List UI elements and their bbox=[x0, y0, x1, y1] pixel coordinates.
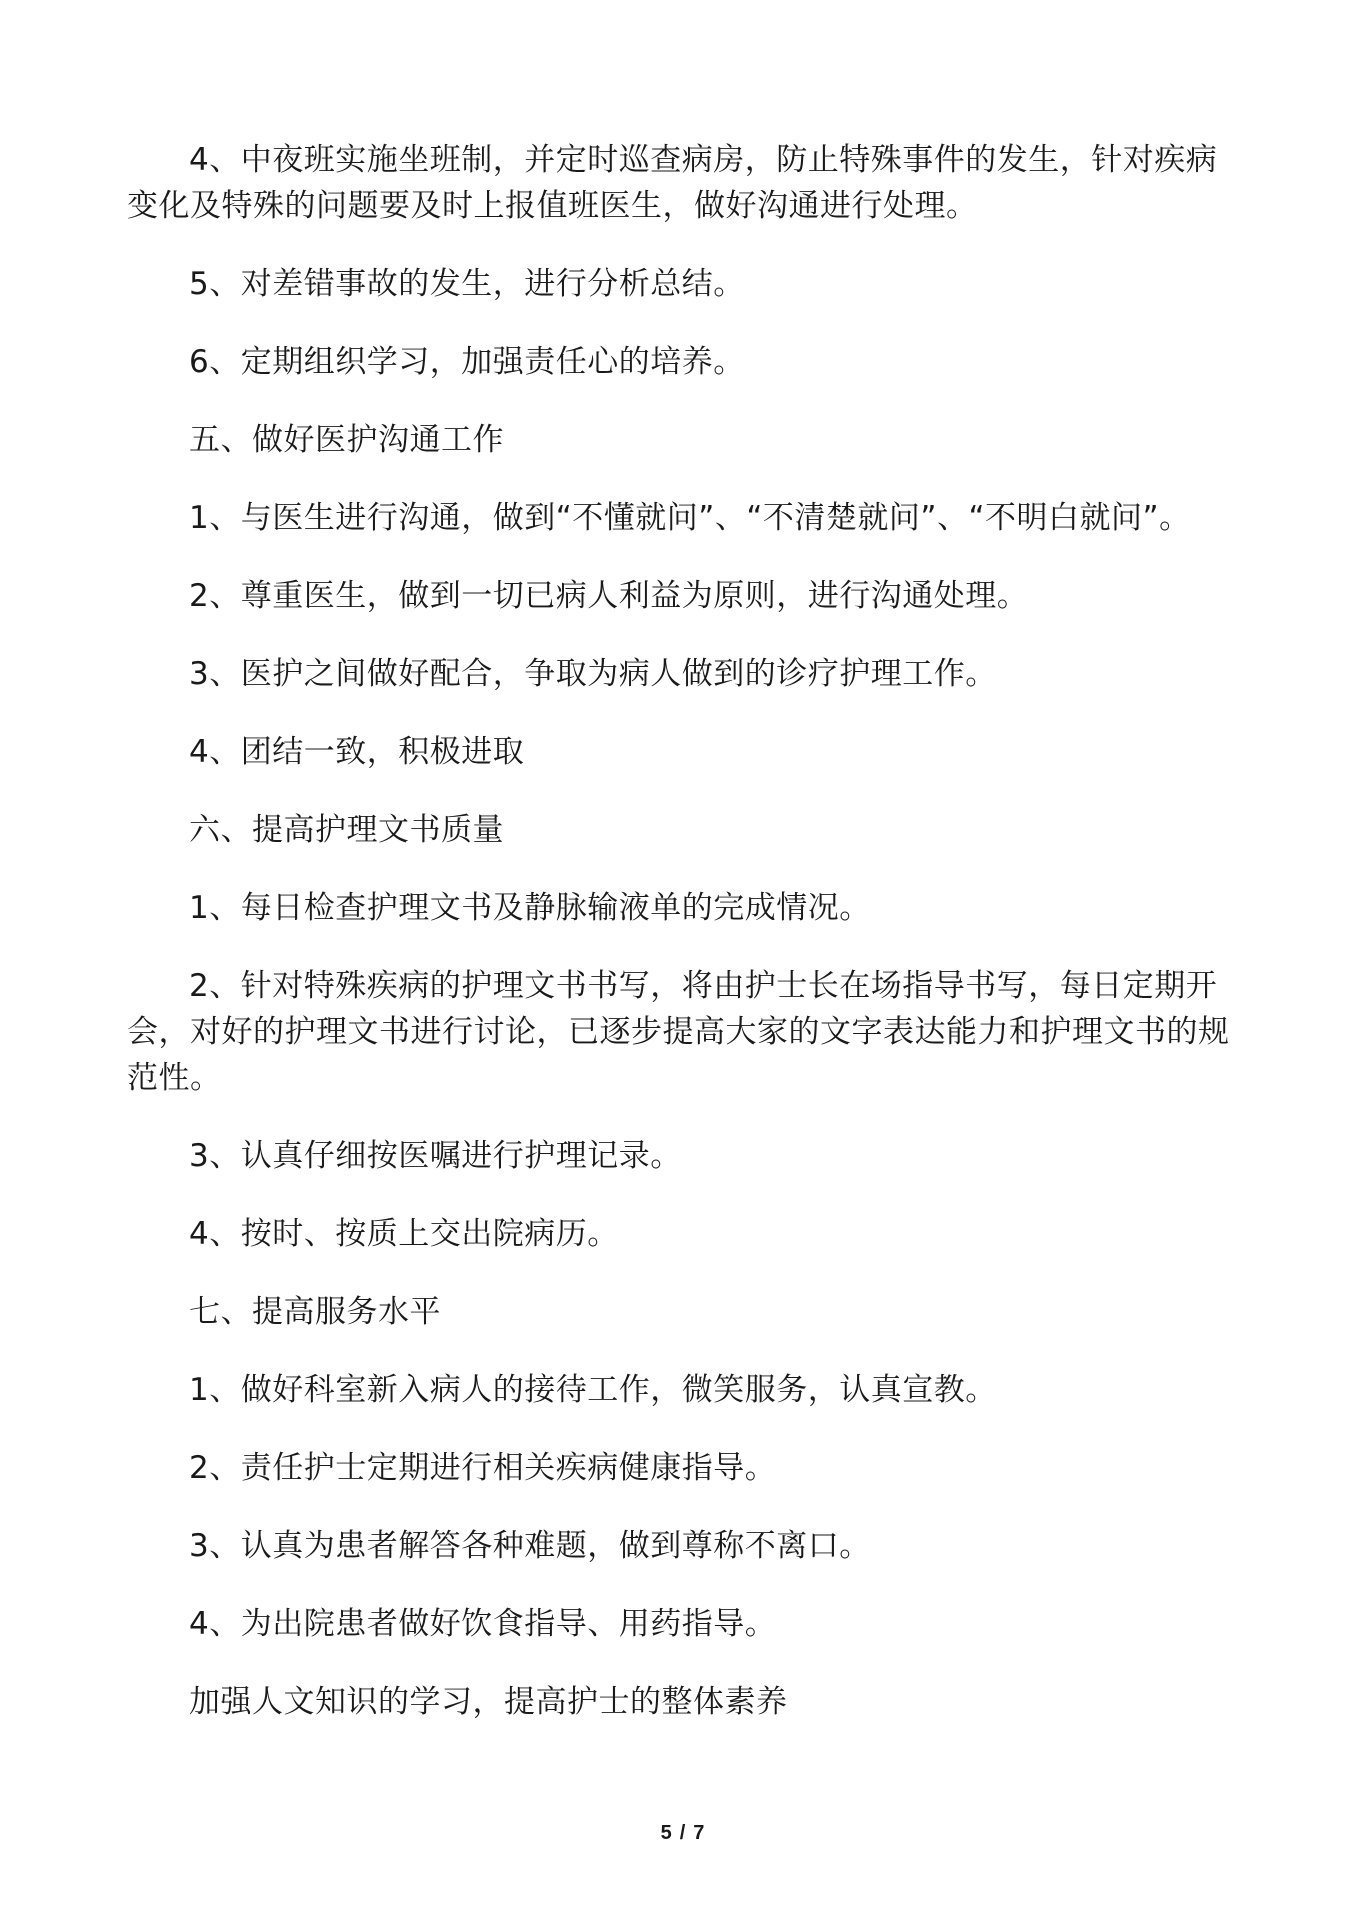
page-number-footer bbox=[0, 1822, 1365, 1845]
section-heading: 七、提高服务水平 bbox=[189, 1294, 441, 1330]
paragraph: 3、认真仔细按医嘱进行护理记录。 bbox=[189, 1138, 682, 1174]
paragraph: 5、对差错事故的发生，进行分析总结。 bbox=[189, 266, 745, 302]
paragraph: 4、为出院患者做好饮食指导、用药指导。 bbox=[189, 1606, 777, 1642]
paragraph: 4、中夜班实施坐班制，并定时巡查病房，防止特殊事件的发生，针对疾病变化及特殊的问题要及时上报值班医生，做好沟通进行处理。 bbox=[127, 142, 1218, 224]
paragraph: 3、医护之间做好配合，争取为病人做到的诊疗护理工作。 bbox=[189, 656, 997, 692]
paragraph: 2、责任护士定期进行相关疾病健康指导。 bbox=[189, 1450, 777, 1486]
paragraph: 1、每日检查护理文书及静脉输液单的完成情况。 bbox=[189, 890, 871, 926]
paragraph: 4、按时、按质上交出院病历。 bbox=[189, 1216, 619, 1252]
section-heading: 五、做好医护沟通工作 bbox=[189, 422, 504, 458]
paragraph: 3、认真为患者解答各种难题，做到尊称不离口。 bbox=[189, 1528, 871, 1564]
document-body bbox=[127, 137, 1242, 1757]
paragraph: 2、尊重医生，做到一切已病人利益为原则，进行沟通处理。 bbox=[189, 578, 1029, 614]
paragraph: 4、团结一致，积极进取 bbox=[189, 734, 525, 770]
current-page-number: 5 bbox=[660, 1822, 672, 1844]
paragraph: 加强人文知识的学习，提高护士的整体素养 bbox=[189, 1684, 788, 1720]
section-heading: 六、提高护理文书质量 bbox=[189, 812, 504, 848]
paragraph: 2、针对特殊疾病的护理文书书写，将由护士长在场指导书写，每日定期开会，对好的护理文书进行讨论，已逐步提高大家的文字表达能力和护理文书的规范性。 bbox=[127, 968, 1230, 1096]
paragraph: 1、与医生进行沟通，做到“不懂就问”、“不清楚就问”、“不明白就问”。 bbox=[189, 500, 1191, 536]
paragraph: 1、做好科室新入病人的接待工作，微笑服务，认真宣教。 bbox=[189, 1372, 997, 1408]
page-separator: / bbox=[679, 1822, 686, 1844]
paragraph: 6、定期组织学习，加强责任心的培养。 bbox=[189, 344, 745, 380]
total-pages-number: 7 bbox=[693, 1822, 705, 1844]
